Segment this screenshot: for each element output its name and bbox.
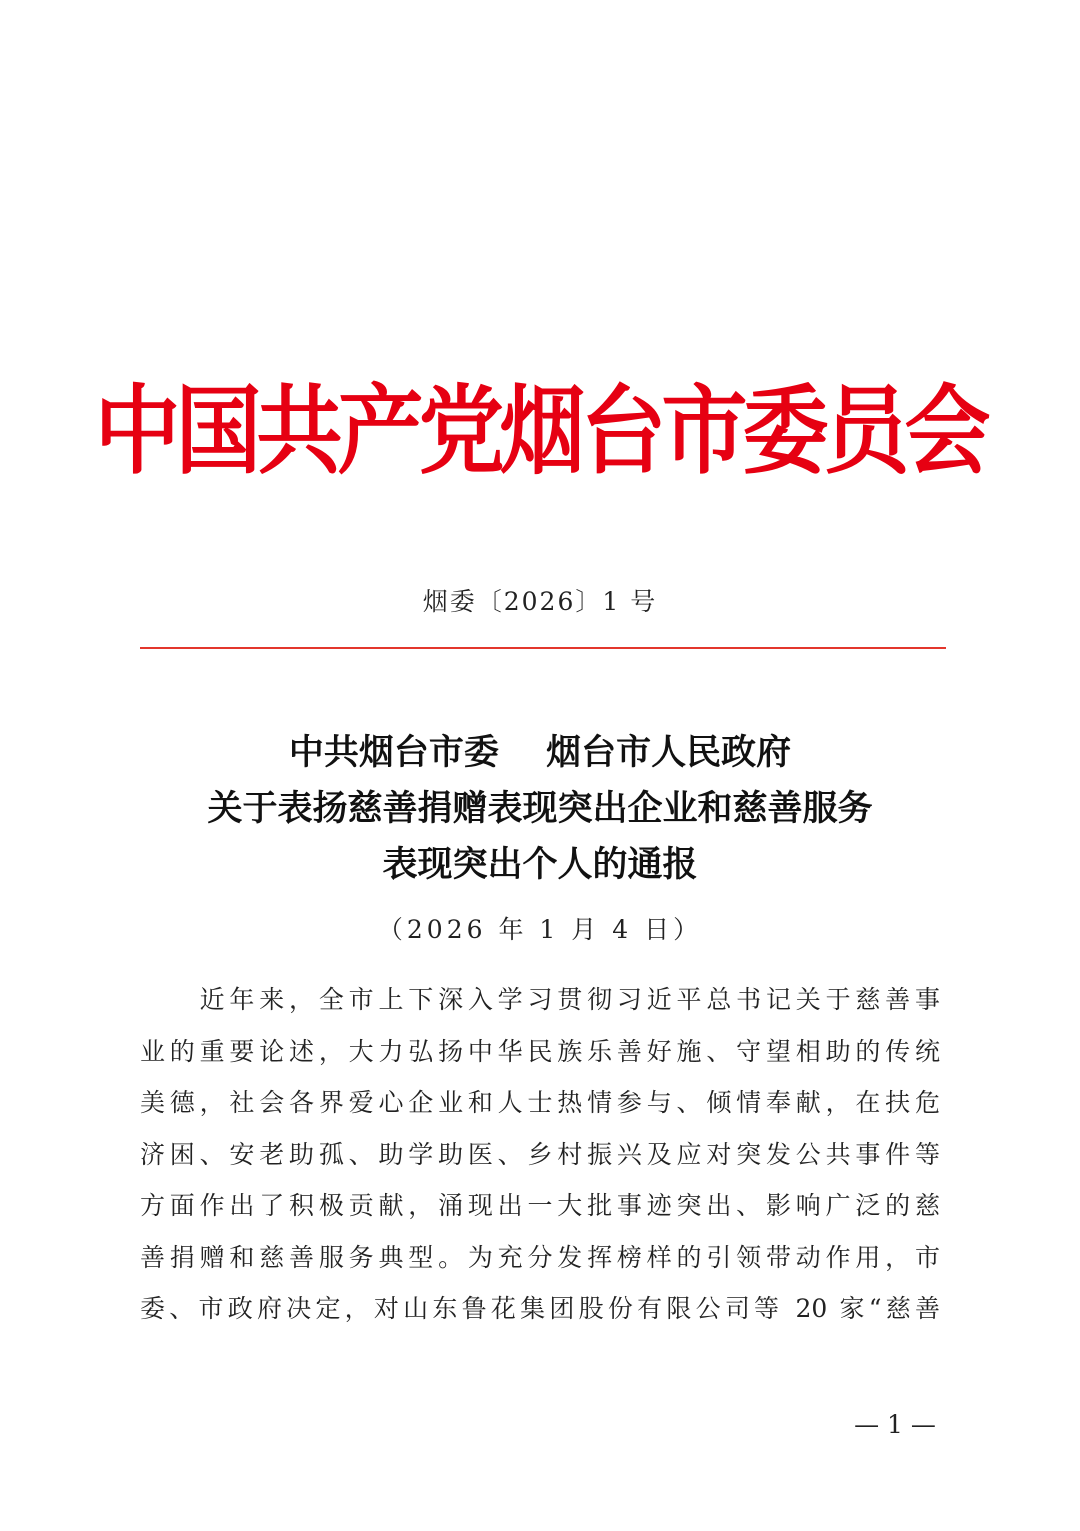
title-line-2: 关于表扬慈善捐赠表现突出企业和慈善服务	[207, 788, 873, 829]
body-paragraph	[140, 974, 940, 1335]
red-divider-line	[140, 647, 946, 649]
body-line: 近年来，全市上下深入学习贯彻习近平总书记关于慈善事	[140, 985, 940, 1014]
body-line: 委、市政府决定，对山东鲁花集团股份有限公司等 20 家“慈善	[140, 1294, 940, 1323]
document-title	[0, 725, 1080, 893]
title-line-1: 中共烟台市委 烟台市人民政府	[288, 732, 792, 773]
masthead-title: 中国共产党烟台市委员会	[94, 376, 986, 489]
body-line: 方面作出了积极贡献，涌现出一大批事迹突出、影响广泛的慈	[140, 1191, 940, 1220]
body-line: 济困、安老助孤、助学助医、乡村振兴及应对突发公共事件等	[140, 1139, 940, 1169]
document-number: 烟委〔2026〕1 号	[422, 587, 658, 616]
title-line-3: 表现突出个人的通报	[382, 844, 698, 885]
page-number: — 1 —	[854, 1410, 936, 1439]
body-line: 业的重要论述，大力弘扬中华民族乐善好施、守望相助的传统	[140, 1036, 940, 1066]
body-line: 美德，社会各界爱心企业和人士热情参与、倾情奉献，在扶危	[140, 1088, 940, 1117]
issue-date: （2026 年 1 月 4 日）	[377, 915, 703, 944]
body-line: 善捐赠和慈善服务典型。为充分发挥榜样的引领带动作用，市	[140, 1242, 940, 1272]
